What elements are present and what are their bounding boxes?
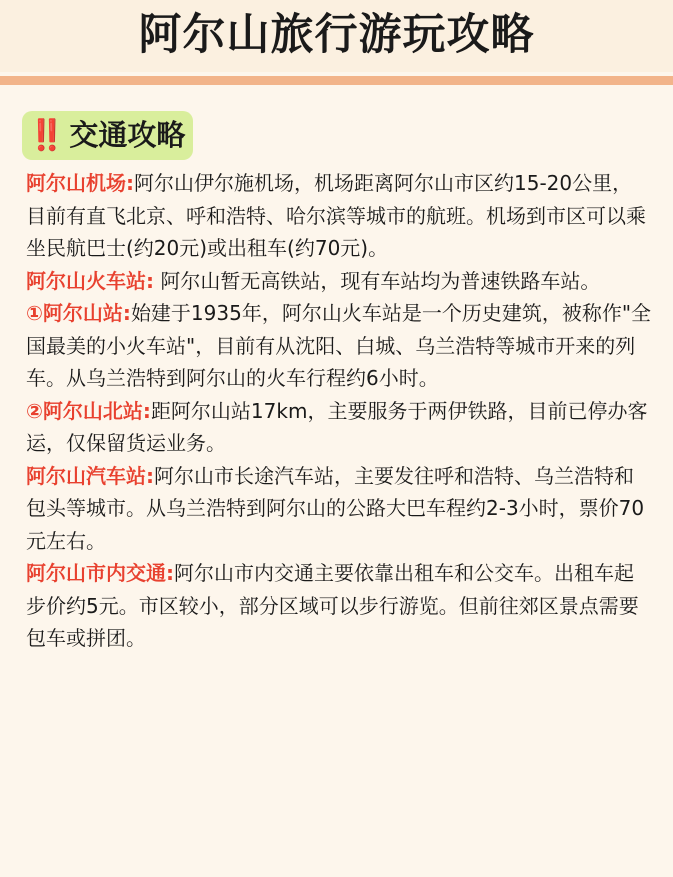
header-band [0,0,673,72]
content-body [26,167,652,655]
paragraph-label: 阿尔山汽车站: [26,463,154,488]
section-badge [22,111,193,160]
paragraph-bus-station [26,460,652,558]
section-heading: 交通攻略 [69,118,186,152]
paragraph-city-transport [26,557,652,655]
paragraph-label: ①阿尔山站: [26,301,131,325]
paragraph-label: ②阿尔山北站: [26,398,151,423]
paragraph-arxan-north-station [26,395,652,460]
paragraph-text: 距阿尔山站17km，主要服务于两伊铁路，目前已停办客运，仅保留货运业务。 [26,398,648,455]
paragraph-label: 阿尔山机场: [26,171,134,195]
paragraph-text: 阿尔山市内交通主要依靠出租车和公交车。出租车起步价约5元。市区较小，部分区域可以步行游览。但前往郊区景点需要包车或拼团。 [26,561,639,650]
paragraph-airport [26,167,652,265]
double-exclamation-icon: ‼️ [28,118,66,153]
paragraph-arxan-station [26,297,652,395]
paragraph-text: 阿尔山市长途汽车站，主要发往呼和浩特、乌兰浩特和包头等城市。从乌兰浩特到阿尔山的公路大巴车程约2-3小时，票价70元左右。 [26,463,645,553]
header-divider [0,76,673,85]
paragraph-label: 阿尔山市内交通: [26,561,174,585]
page-title: 阿尔山旅行游玩攻略 [138,10,535,60]
paragraph-text: 始建于1935年，阿尔山火车站是一个历史建筑，被称作"全国最美的小火车站"，目前有从沈阳、白城、乌兰浩特等城市开来的列车。从乌兰浩特到阿尔山的火车行程约6小时。 [26,301,652,390]
paragraph-train-station [26,265,652,298]
paragraph-text: 阿尔山伊尔施机场，机场距离阿尔山市区约15-20公里，目前有直飞北京、呼和浩特、哈尔滨等城市的航班。机场到市区可以乘坐民航巴士(约20元)或出租车(约70元)。 [26,171,646,260]
paragraph-label: 阿尔山火车站: [26,268,154,293]
paragraph-text: 阿尔山暂无高铁站，现有车站均为普速铁路车站。 [154,268,601,293]
